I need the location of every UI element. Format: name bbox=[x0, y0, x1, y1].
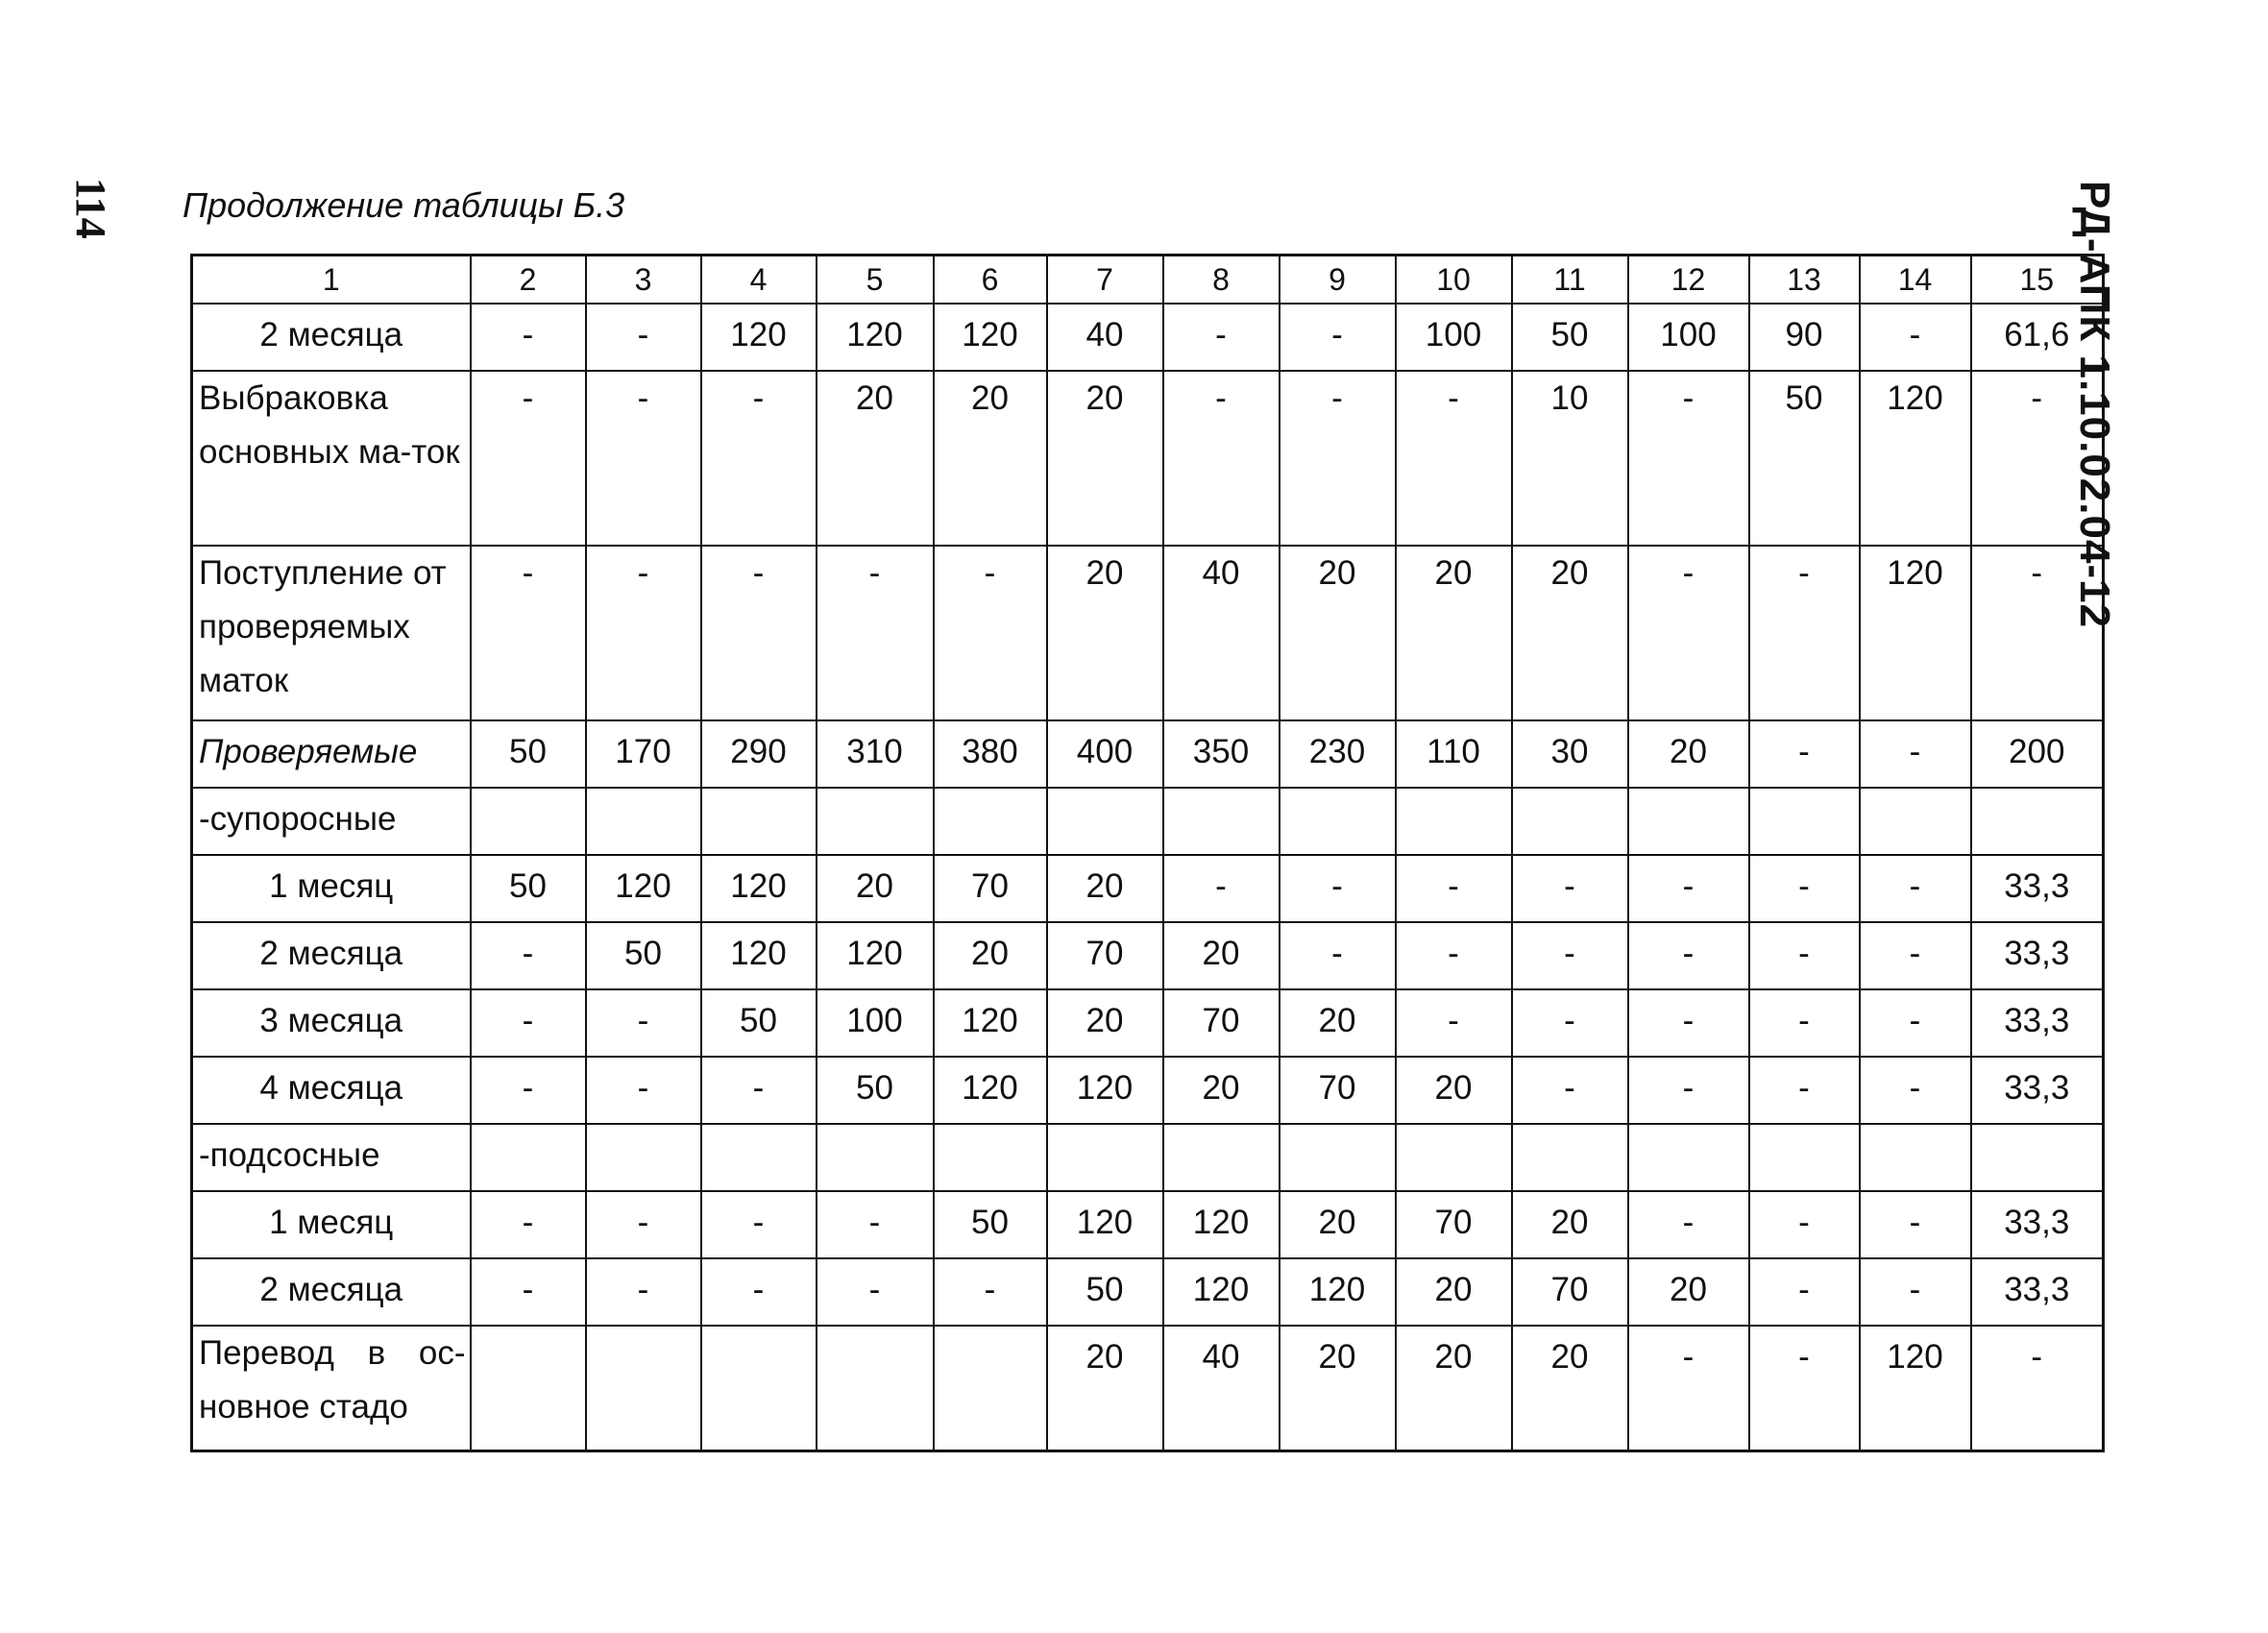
document-code: РД-АПК 1.10.02.04-12 bbox=[2071, 181, 2118, 629]
table-cell: - bbox=[1163, 371, 1280, 546]
table-row bbox=[192, 922, 2104, 989]
table-cell: 70 bbox=[1396, 1191, 1512, 1258]
table-cell: - bbox=[1396, 855, 1512, 922]
table-cell: - bbox=[1628, 1326, 1749, 1451]
table-cell bbox=[1860, 788, 1971, 855]
column-number-header: 11 bbox=[1512, 256, 1628, 305]
table-row bbox=[192, 1191, 2104, 1258]
table-cell bbox=[1396, 1124, 1512, 1191]
table-cell: - bbox=[1628, 371, 1749, 546]
table-cell: - bbox=[1628, 855, 1749, 922]
table-cell: 20 bbox=[817, 371, 934, 546]
column-number-header: 6 bbox=[934, 256, 1047, 305]
table-cell: 20 bbox=[1512, 1191, 1628, 1258]
table-cell: 70 bbox=[1280, 1057, 1396, 1124]
table-cell bbox=[1628, 788, 1749, 855]
table-cell bbox=[1163, 788, 1280, 855]
column-number-header: 3 bbox=[586, 256, 701, 305]
table-cell bbox=[471, 1326, 586, 1451]
column-number-header: 15 bbox=[1971, 256, 2104, 305]
table-cell: 20 bbox=[1280, 1326, 1396, 1451]
table-cell: - bbox=[1971, 1326, 2104, 1451]
table-cell: 350 bbox=[1163, 720, 1280, 788]
table-cell: 20 bbox=[1628, 720, 1749, 788]
column-number-header: 1 bbox=[192, 256, 471, 305]
data-table-container bbox=[190, 254, 2105, 1452]
table-cell: 50 bbox=[471, 855, 586, 922]
table-cell: 120 bbox=[1860, 371, 1971, 546]
table-cell: - bbox=[1280, 922, 1396, 989]
table-cell: 20 bbox=[1047, 371, 1163, 546]
table-cell bbox=[1971, 1124, 2104, 1191]
table-cell: 70 bbox=[934, 855, 1047, 922]
table-cell: 20 bbox=[934, 371, 1047, 546]
table-cell: - bbox=[471, 1258, 586, 1326]
table-cell: 90 bbox=[1749, 304, 1860, 371]
table-cell: 40 bbox=[1163, 546, 1280, 720]
table-cell: 230 bbox=[1280, 720, 1396, 788]
table-cell: - bbox=[1163, 304, 1280, 371]
table-cell: - bbox=[1749, 855, 1860, 922]
table-cell bbox=[586, 1326, 701, 1451]
table-cell: - bbox=[1749, 1057, 1860, 1124]
table-cell bbox=[471, 788, 586, 855]
table-cell: 20 bbox=[1280, 989, 1396, 1057]
table-cell: 20 bbox=[1163, 922, 1280, 989]
table-cell: 120 bbox=[701, 855, 817, 922]
table-cell bbox=[1163, 1124, 1280, 1191]
row-label: 4 месяца bbox=[192, 1057, 471, 1124]
table-cell: 20 bbox=[1280, 1191, 1396, 1258]
table-row bbox=[192, 304, 2104, 371]
table-cell: 70 bbox=[1512, 1258, 1628, 1326]
table-cell bbox=[1749, 788, 1860, 855]
table-cell bbox=[817, 1326, 934, 1451]
table-cell: - bbox=[1860, 1191, 1971, 1258]
table-cell: 20 bbox=[1047, 546, 1163, 720]
table-cell: - bbox=[701, 1258, 817, 1326]
table-cell: 120 bbox=[817, 922, 934, 989]
table-cell: 20 bbox=[1512, 546, 1628, 720]
table-cell: - bbox=[1860, 855, 1971, 922]
row-label: 2 месяца bbox=[192, 304, 471, 371]
table-cell: - bbox=[471, 922, 586, 989]
table-cell: 33,3 bbox=[1971, 1191, 2104, 1258]
table-cell bbox=[1971, 788, 2104, 855]
table-cell: - bbox=[1860, 720, 1971, 788]
table-cell: - bbox=[1396, 989, 1512, 1057]
table-cell: 120 bbox=[934, 989, 1047, 1057]
column-number-header: 7 bbox=[1047, 256, 1163, 305]
table-cell: - bbox=[1512, 989, 1628, 1057]
table-row bbox=[192, 989, 2104, 1057]
row-label: -подсосные bbox=[192, 1124, 471, 1191]
row-label: Поступление от проверяемых маток bbox=[192, 546, 471, 720]
table-cell: - bbox=[1628, 989, 1749, 1057]
table-cell: 120 bbox=[701, 922, 817, 989]
table-cell: - bbox=[1628, 1057, 1749, 1124]
column-number-header: 4 bbox=[701, 256, 817, 305]
table-cell: 100 bbox=[1628, 304, 1749, 371]
table-cell: 70 bbox=[1047, 922, 1163, 989]
table-cell: 20 bbox=[1396, 1258, 1512, 1326]
row-label: 2 месяца bbox=[192, 922, 471, 989]
table-cell: 120 bbox=[1163, 1191, 1280, 1258]
table-cell: 120 bbox=[701, 304, 817, 371]
data-table bbox=[190, 254, 2105, 1452]
table-cell: 50 bbox=[1512, 304, 1628, 371]
table-cell: - bbox=[1749, 989, 1860, 1057]
column-number-header: 8 bbox=[1163, 256, 1280, 305]
table-cell: 120 bbox=[1047, 1057, 1163, 1124]
table-cell: 120 bbox=[586, 855, 701, 922]
column-number-header: 13 bbox=[1749, 256, 1860, 305]
row-label: Перевод в ос-новное стадо bbox=[192, 1326, 471, 1451]
table-cell bbox=[817, 788, 934, 855]
table-cell bbox=[586, 1124, 701, 1191]
table-cell: - bbox=[1396, 922, 1512, 989]
table-cell: - bbox=[934, 546, 1047, 720]
table-cell bbox=[934, 1326, 1047, 1451]
table-cell: - bbox=[586, 1057, 701, 1124]
table-cell: - bbox=[1749, 1191, 1860, 1258]
table-cell: 20 bbox=[1163, 1057, 1280, 1124]
table-cell: 170 bbox=[586, 720, 701, 788]
table-cell: 100 bbox=[1396, 304, 1512, 371]
table-cell: - bbox=[586, 304, 701, 371]
table-cell: 290 bbox=[701, 720, 817, 788]
table-cell: 110 bbox=[1396, 720, 1512, 788]
table-cell bbox=[1512, 788, 1628, 855]
table-cell: 20 bbox=[1396, 1326, 1512, 1451]
table-cell: - bbox=[1512, 855, 1628, 922]
table-cell: - bbox=[1860, 304, 1971, 371]
table-cell bbox=[817, 1124, 934, 1191]
table-cell bbox=[586, 788, 701, 855]
table-cell: - bbox=[586, 546, 701, 720]
table-row bbox=[192, 788, 2104, 855]
table-row bbox=[192, 1057, 2104, 1124]
column-number-header: 14 bbox=[1860, 256, 1971, 305]
table-cell bbox=[701, 788, 817, 855]
table-cell: - bbox=[586, 371, 701, 546]
row-label: 1 месяц bbox=[192, 855, 471, 922]
table-cell bbox=[1047, 788, 1163, 855]
table-cell: 120 bbox=[817, 304, 934, 371]
table-cell: - bbox=[1163, 855, 1280, 922]
table-cell: 120 bbox=[1163, 1258, 1280, 1326]
row-label: 3 месяца bbox=[192, 989, 471, 1057]
table-cell: 400 bbox=[1047, 720, 1163, 788]
table-cell: 50 bbox=[586, 922, 701, 989]
table-cell bbox=[1280, 788, 1396, 855]
table-cell: 40 bbox=[1047, 304, 1163, 371]
table-cell: 50 bbox=[817, 1057, 934, 1124]
table-cell bbox=[1860, 1124, 1971, 1191]
table-cell: 61,6 bbox=[1971, 304, 2104, 371]
table-cell bbox=[1396, 788, 1512, 855]
column-number-header: 12 bbox=[1628, 256, 1749, 305]
table-cell: 10 bbox=[1512, 371, 1628, 546]
table-row bbox=[192, 1326, 2104, 1451]
table-row bbox=[192, 371, 2104, 546]
table-cell: 50 bbox=[471, 720, 586, 788]
column-number-header: 2 bbox=[471, 256, 586, 305]
column-number-header: 5 bbox=[817, 256, 934, 305]
table-cell: - bbox=[934, 1258, 1047, 1326]
row-label: 2 месяца bbox=[192, 1258, 471, 1326]
table-cell: 20 bbox=[1628, 1258, 1749, 1326]
row-label: -супоросные bbox=[192, 788, 471, 855]
table-cell bbox=[1749, 1124, 1860, 1191]
table-cell: 20 bbox=[1512, 1326, 1628, 1451]
table-cell: - bbox=[1860, 1057, 1971, 1124]
table-cell: 50 bbox=[934, 1191, 1047, 1258]
table-cell bbox=[1047, 1124, 1163, 1191]
table-cell: 120 bbox=[934, 304, 1047, 371]
table-cell: - bbox=[1512, 1057, 1628, 1124]
table-cell: - bbox=[586, 1258, 701, 1326]
table-cell: 33,3 bbox=[1971, 1258, 2104, 1326]
table-cell: 120 bbox=[1860, 1326, 1971, 1451]
table-cell: - bbox=[1860, 989, 1971, 1057]
table-cell: 40 bbox=[1163, 1326, 1280, 1451]
table-cell: 100 bbox=[817, 989, 934, 1057]
table-cell: 120 bbox=[1860, 546, 1971, 720]
table-cell bbox=[1280, 1124, 1396, 1191]
table-cell bbox=[934, 788, 1047, 855]
table-cell: - bbox=[817, 546, 934, 720]
table-cell: 50 bbox=[701, 989, 817, 1057]
table-cell: - bbox=[586, 1191, 701, 1258]
table-row bbox=[192, 546, 2104, 720]
table-cell: 310 bbox=[817, 720, 934, 788]
column-number-header: 10 bbox=[1396, 256, 1512, 305]
table-row bbox=[192, 855, 2104, 922]
row-label: Выбраковка основных ма-ток bbox=[192, 371, 471, 546]
table-cell: - bbox=[701, 546, 817, 720]
table-cell: 33,3 bbox=[1971, 855, 2104, 922]
table-cell: 20 bbox=[1396, 1057, 1512, 1124]
column-number-header: 9 bbox=[1280, 256, 1396, 305]
table-cell: 20 bbox=[1280, 546, 1396, 720]
table-cell bbox=[1628, 1124, 1749, 1191]
table-cell: - bbox=[586, 989, 701, 1057]
row-label: Проверяемые bbox=[192, 720, 471, 788]
table-cell: 20 bbox=[1047, 989, 1163, 1057]
table-cell: - bbox=[701, 1191, 817, 1258]
table-cell: 30 bbox=[1512, 720, 1628, 788]
table-cell bbox=[701, 1326, 817, 1451]
table-cell: - bbox=[471, 546, 586, 720]
table-cell: - bbox=[1749, 720, 1860, 788]
table-cell: 120 bbox=[1047, 1191, 1163, 1258]
table-cell: - bbox=[701, 1057, 817, 1124]
table-cell: 20 bbox=[817, 855, 934, 922]
table-cell: 120 bbox=[934, 1057, 1047, 1124]
table-cell: 120 bbox=[1280, 1258, 1396, 1326]
table-cell: - bbox=[471, 989, 586, 1057]
table-cell: 380 bbox=[934, 720, 1047, 788]
table-cell: - bbox=[1860, 1258, 1971, 1326]
table-cell: 200 bbox=[1971, 720, 2104, 788]
table-cell: - bbox=[1860, 922, 1971, 989]
table-cell: 20 bbox=[1396, 546, 1512, 720]
table-header-row bbox=[192, 256, 2104, 305]
table-cell: 33,3 bbox=[1971, 922, 2104, 989]
table-cell: - bbox=[471, 1057, 586, 1124]
table-cell: 33,3 bbox=[1971, 989, 2104, 1057]
table-cell: - bbox=[471, 304, 586, 371]
table-cell: - bbox=[471, 1191, 586, 1258]
table-cell: - bbox=[471, 371, 586, 546]
table-cell: 50 bbox=[1749, 371, 1860, 546]
table-cell: 70 bbox=[1163, 989, 1280, 1057]
table-cell bbox=[471, 1124, 586, 1191]
table-cell bbox=[1512, 1124, 1628, 1191]
table-cell: - bbox=[1280, 371, 1396, 546]
table-row bbox=[192, 1124, 2104, 1191]
row-label: 1 месяц bbox=[192, 1191, 471, 1258]
table-cell bbox=[701, 1124, 817, 1191]
table-cell bbox=[934, 1124, 1047, 1191]
table-cell: - bbox=[1396, 371, 1512, 546]
table-cell: 20 bbox=[1047, 855, 1163, 922]
table-cell: - bbox=[1749, 922, 1860, 989]
table-cell: - bbox=[1971, 371, 2104, 546]
table-cell: - bbox=[1628, 1191, 1749, 1258]
table-cell: - bbox=[1971, 546, 2104, 720]
table-caption: Продолжение таблицы Б.3 bbox=[183, 185, 625, 225]
table-cell: - bbox=[1749, 546, 1860, 720]
table-cell: - bbox=[1280, 855, 1396, 922]
table-cell: 20 bbox=[1047, 1326, 1163, 1451]
page-number: 114 bbox=[67, 178, 114, 239]
table-cell: 50 bbox=[1047, 1258, 1163, 1326]
table-cell: 20 bbox=[934, 922, 1047, 989]
table-cell: - bbox=[817, 1258, 934, 1326]
table-row bbox=[192, 1258, 2104, 1326]
table-cell: - bbox=[1628, 922, 1749, 989]
table-cell: - bbox=[1749, 1258, 1860, 1326]
table-cell: - bbox=[1512, 922, 1628, 989]
table-row bbox=[192, 720, 2104, 788]
table-cell: - bbox=[1280, 304, 1396, 371]
table-cell: 33,3 bbox=[1971, 1057, 2104, 1124]
table-cell: - bbox=[1628, 546, 1749, 720]
table-cell: - bbox=[817, 1191, 934, 1258]
table-cell: - bbox=[701, 371, 817, 546]
table-cell: - bbox=[1749, 1326, 1860, 1451]
